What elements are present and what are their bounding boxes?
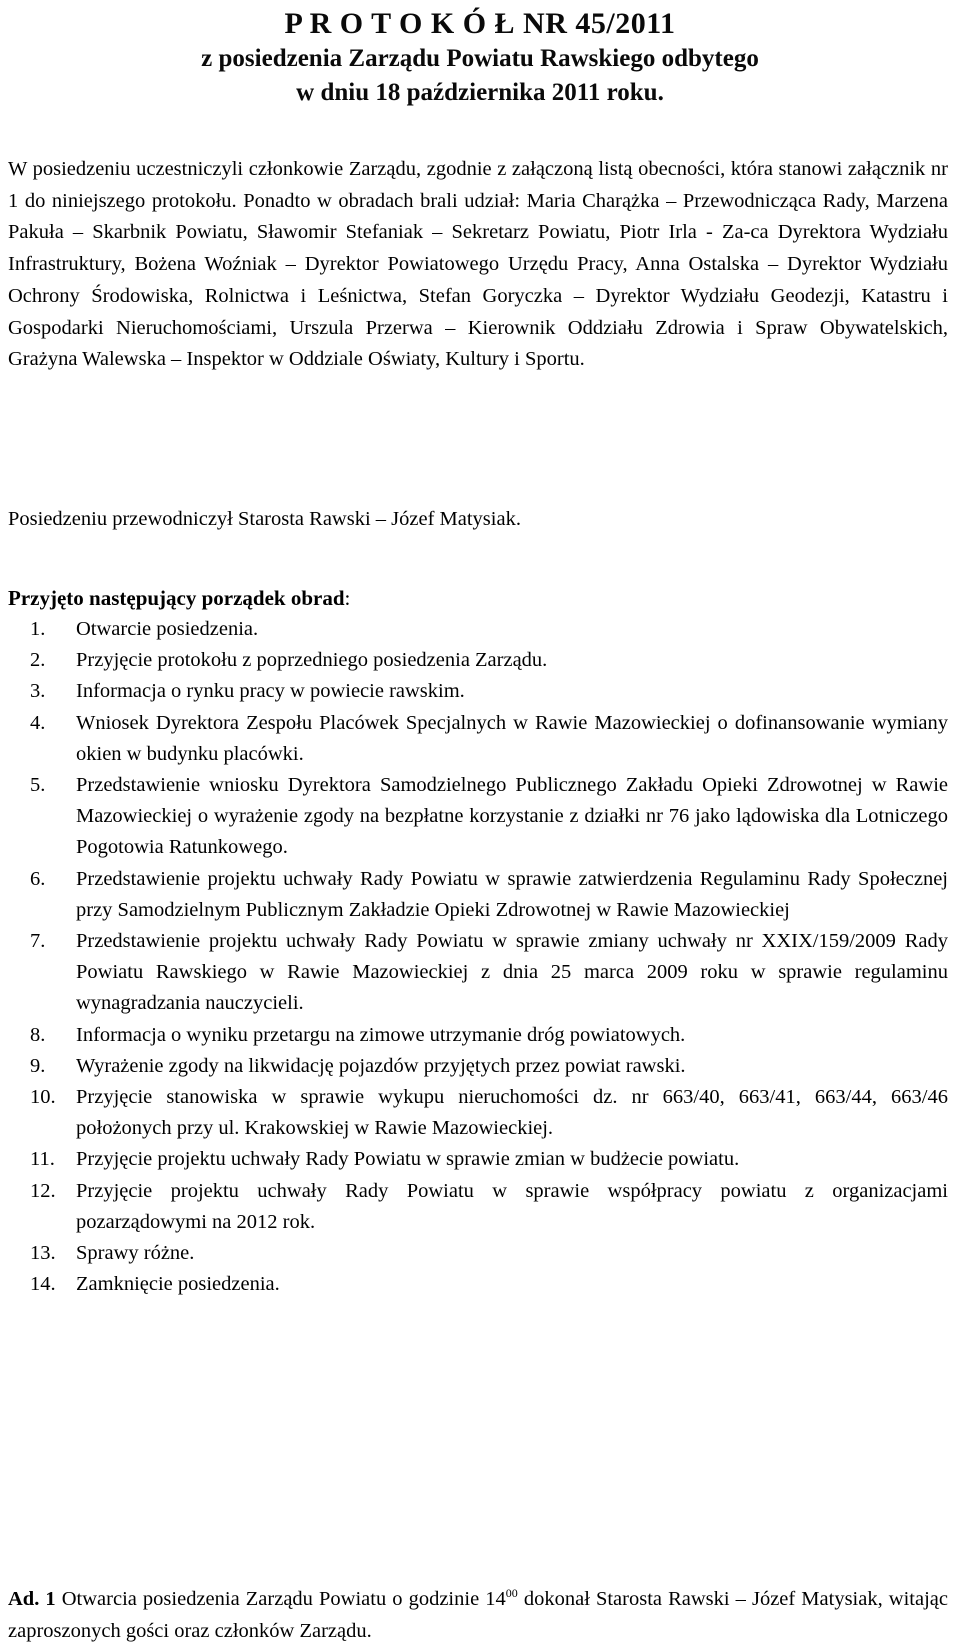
agenda-item-number: 8. [30,1023,46,1046]
agenda-heading-colon: : [344,586,351,610]
agenda-item [8,676,948,707]
agenda-item-number: 6. [30,867,46,890]
agenda-item-text: Przedstawienie projektu uchwały Rady Powiatu w sprawie zmiany uchwały nr XXIX/159/2009 Rady Powiatu Rawskiego w Rawie Mazowieckiej z dnia 25 marca 2009 roku w sprawie regulaminu wynagradzania nauczycieli. [76,930,948,1015]
agenda-item [8,645,948,676]
agenda-item-text: Przyjęcie projektu uchwały Rady Powiatu w sprawie zmian w budżecie powiatu. [76,1148,740,1171]
agenda-item-number: 12. [30,1179,56,1202]
agenda-item-text: Wyrażenie zgody na likwidację pojazdów przyjętych przez powiat rawski. [76,1054,686,1077]
ad-1-text-after: dokonał Starosta Rawski – Józef Matysiak, witając zaproszonych gości oraz członków Zarządu. [8,1588,948,1642]
agenda-item-text: Informacja o rynku pracy w powiecie rawskim. [76,680,465,703]
agenda-item [8,926,948,1020]
agenda-item [8,1051,948,1082]
agenda-item-text: Zamknięcie posiedzenia. [76,1273,280,1296]
agenda-item [8,1269,948,1300]
agenda-heading [8,582,350,614]
agenda-heading-text: Przyjęto następujący porządek obrad [8,586,345,610]
agenda-item-text: Przyjęcie protokołu z poprzedniego posiedzenia Zarządu. [76,649,548,672]
ad-1-label: Ad. 1 [8,1588,56,1610]
protocol-header [0,6,960,110]
agenda-item-text: Sprawy różne. [76,1242,195,1265]
agenda-item [8,864,948,926]
agenda-item-text: Przedstawienie projektu uchwały Rady Powiatu w sprawie zatwierdzenia Regulaminu Rady Społecznej przy Samodzielnym Publicznym Zakładzie Opieki Zdrowotnej w Rawie Mazowieckiej [76,867,948,921]
agenda-item [8,1082,948,1144]
protocol-subtitle-line-2: w dniu 18 października 2011 roku. [296,79,664,106]
agenda-item-number: 11. [30,1148,55,1171]
agenda-item [8,1144,948,1175]
chair-statement: Posiedzeniu przewodniczył Starosta Rawski – Józef Matysiak. [8,508,521,530]
agenda-item-number: 1. [30,618,46,640]
agenda-item-text: Przyjęcie stanowiska w sprawie wykupu nieruchomości dz. nr 663/40, 663/41, 663/44, 663/46 położonych przy ul. Krakowskiej w Rawie Mazowieckiej. [76,1086,948,1140]
agenda-item-number: 10. [30,1086,56,1109]
agenda-item [8,770,948,864]
agenda-item-text: Wniosek Dyrektora Zespołu Placówek Specjalnych w Rawie Mazowieckiej o dofinansowanie wymiany okien w budynku placówki. [76,711,948,765]
agenda-item-number: 14. [30,1273,56,1296]
agenda-item-number: 3. [30,680,46,703]
agenda-item-number: 9. [30,1054,46,1077]
agenda-item-text: Przyjęcie projektu uchwały Rady Powiatu w sprawie współpracy powiatu z organizacjami pozarządowymi na 2012 rok. [76,1179,948,1233]
agenda-item-number: 2. [30,649,46,672]
agenda-item [8,1176,948,1238]
agenda-list [8,614,948,1300]
agenda-item-text: Otwarcie posiedzenia. [76,618,259,640]
agenda-item-number: 7. [30,930,46,953]
agenda-item [8,1020,948,1051]
agenda-item-text: Przedstawienie wniosku Dyrektora Samodzielnego Publicznego Zakładu Opieki Zdrowotnej w Rawie Mazowieckiej o wyrażenie zgody na bezpłatne korzystanie z działki nr 76 jako lądowiska dla Lotniczego Pogotowia Ratunkowego. [76,774,948,859]
agenda-item-number: 13. [30,1242,56,1265]
ad-1-time-minutes: 00 [505,1586,518,1601]
agenda-item [8,708,948,770]
protocol-title: P R O T O K Ó Ł NR 45/2011 [284,7,676,40]
agenda-item-number: 5. [30,774,46,797]
agenda-item-text: Informacja o wyniku przetargu na zimowe utrzymanie dróg powiatowych. [76,1023,686,1046]
ad-1-text-before: Otwarcia posiedzenia Zarządu Powiatu o godzinie 14 [61,1588,506,1610]
ad-1-paragraph [8,1584,948,1647]
agenda-item [8,614,948,645]
attendance-paragraph: W posiedzeniu uczestniczyli członkowie Zarządu, zgodnie z załączoną listą obecności, która stanowi załącznik nr 1 do niniejszego protokołu. Ponadto w obradach brali udział: Maria Charążka – Przewodnicząca Rady, Marzena Pakuła – Skarbnik Powiatu, Sławomir Stefaniak – Sekretarz Powiatu, Piotr Irla - Za-ca Dyrektora Wydziału Infrastruktury, Bożena Woźniak – Dyrektor Powiatowego Urzędu Pracy, Anna Ostalska – Dyrektor Wydziału Ochrony Środowiska, Rolnictwa i Leśnictwa, Stefan Goryczka – Dyrektor Wydziału Geodezji, Katastru i Gospodarki Nieruchomościami, Urszula Przerwa – Kierownik Oddziału Zdrowia i Spraw Obywatelskich, Grażyna Walewska – Inspektor w Oddziale Oświaty, Kultury i Sportu. [8,158,948,371]
protocol-subtitle-line-1: z posiedzenia Zarządu Powiatu Rawskiego odbytego [201,45,759,72]
agenda-item-number: 4. [30,711,46,734]
agenda-item [8,1238,948,1269]
